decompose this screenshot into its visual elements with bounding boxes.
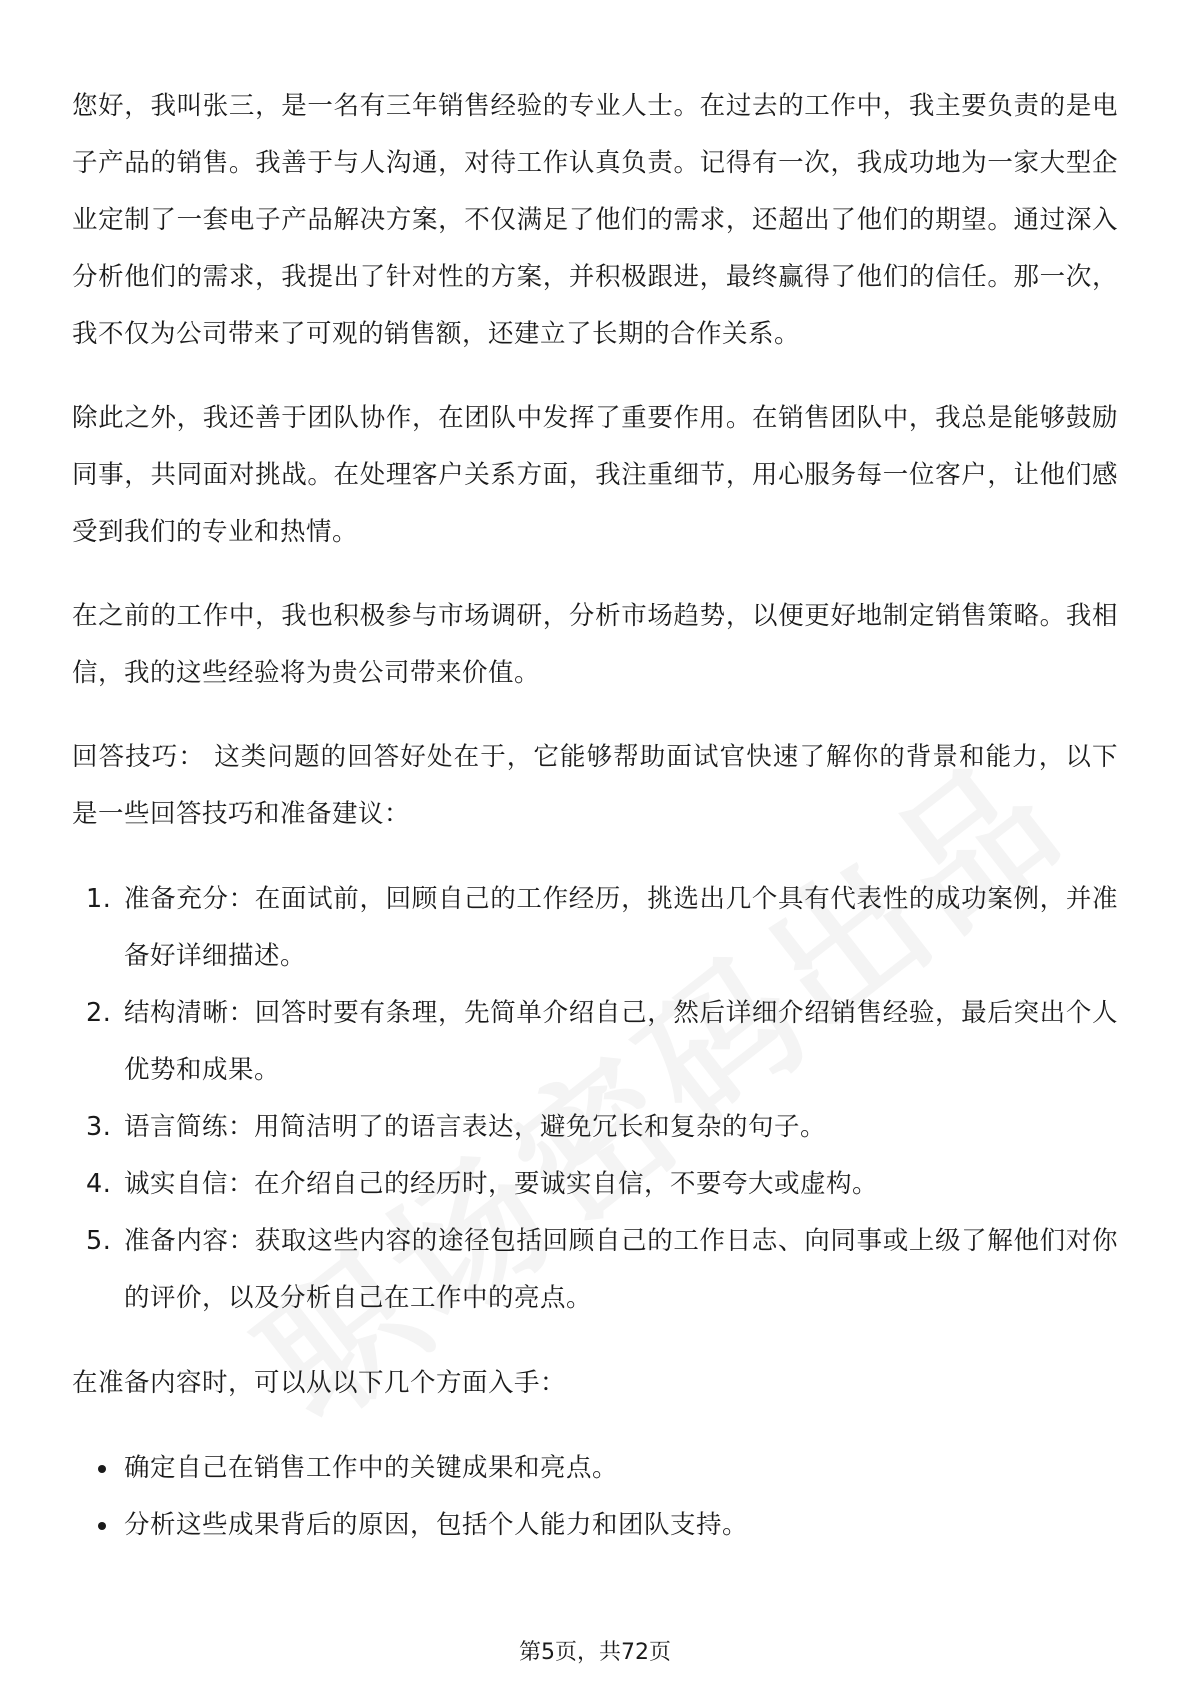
bullet-list [72, 1440, 1118, 1554]
bullet-item-text: 确定自己在销售工作中的关键成果和亮点。 [124, 1453, 619, 1483]
list-number: 1. [86, 884, 112, 914]
tips-list [72, 871, 1118, 1327]
bullet-item-text: 分析这些成果背后的原因，包括个人能力和团队支持。 [124, 1510, 749, 1540]
paragraph-intro: 您好，我叫张三，是一名有三年销售经验的专业人士。在过去的工作中，我主要负责的是电子产品的销售。我善于与人沟通，对待工作认真负责。记得有一次，我成功地为一家大型企业定制了一套电子产品解决方案，不仅满足了他们的需求，还超出了他们的期望。通过深入分析他们的需求，我提出了针对性的方案，并积极跟进，最终赢得了他们的信任。那一次，我不仅为公司带来了可观的销售额，还建立了长期的合作关系。 [72, 91, 1118, 349]
document-body [72, 78, 1118, 1554]
list-number: 4. [86, 1169, 112, 1199]
list-number: 3. [86, 1112, 112, 1142]
list-number: 2. [86, 998, 112, 1028]
paragraph-prep-intro: 在准备内容时，可以从以下几个方面入手： [72, 1368, 567, 1398]
paragraph-tips-intro: 回答技巧： 这类问题的回答好处在于，它能够帮助面试官快速了解你的背景和能力，以下是一些回答技巧和准备建议： [72, 742, 1118, 829]
list-item [72, 1156, 1118, 1213]
list-item-text: 结构清晰：回答时要有条理，先简单介绍自己，然后详细介绍销售经验，最后突出个人优势和成果。 [124, 998, 1118, 1085]
list-item [72, 1099, 1118, 1156]
list-item-text: 准备内容：获取这些内容的途径包括回顾自己的工作日志、向同事或上级了解他们对你的评价，以及分析自己在工作中的亮点。 [124, 1226, 1118, 1313]
list-item-text: 诚实自信：在介绍自己的经历时，要诚实自信，不要夸大或虚构。 [124, 1169, 879, 1199]
paragraph-team: 除此之外，我还善于团队协作，在团队中发挥了重要作用。在销售团队中，我总是能够鼓励同事，共同面对挑战。在处理客户关系方面，我注重细节，用心服务每一位客户，让他们感受到我们的专业和热情。 [72, 403, 1118, 547]
list-item-text: 语言简练：用简洁明了的语言表达，避免冗长和复杂的句子。 [124, 1112, 827, 1142]
list-item [72, 871, 1118, 985]
list-number: 5. [86, 1226, 112, 1256]
list-item [72, 985, 1118, 1099]
bullet-item [72, 1440, 1118, 1497]
page-footer: 第5页，共72页 [519, 1640, 671, 1665]
list-item [72, 1213, 1118, 1327]
bullet-dot-icon [98, 1465, 106, 1473]
list-item-text: 准备充分：在面试前，回顾自己的工作经历，挑选出几个具有代表性的成功案例，并准备好详细描述。 [124, 884, 1118, 971]
bullet-dot-icon [98, 1522, 106, 1530]
bullet-item [72, 1497, 1118, 1554]
paragraph-market: 在之前的工作中，我也积极参与市场调研，分析市场趋势，以便更好地制定销售策略。我相信，我的这些经验将为贵公司带来价值。 [72, 601, 1118, 688]
